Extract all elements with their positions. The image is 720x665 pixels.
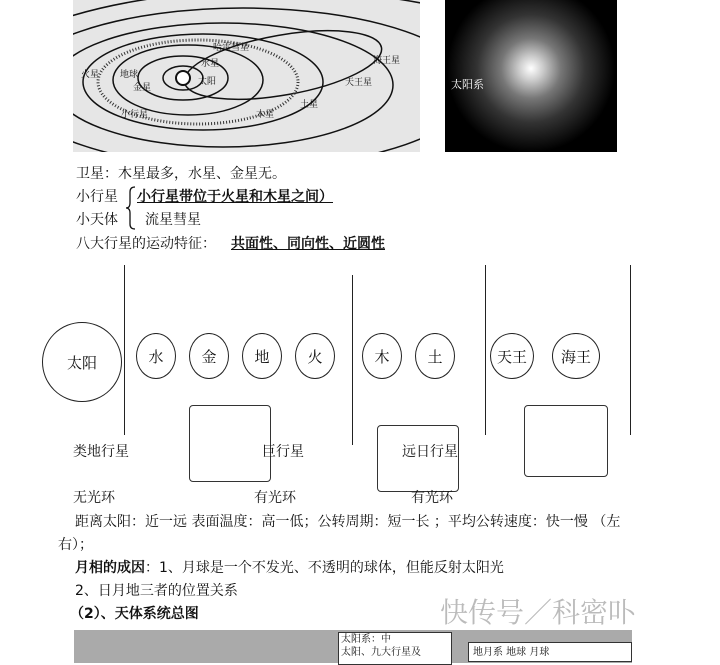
label-halley: 哈雷彗星 <box>213 43 250 53</box>
label-neptune: 海王星 <box>373 56 401 66</box>
label-mars: 火星 <box>81 70 100 80</box>
galaxy-label: 太阳系 <box>451 78 484 91</box>
brace <box>125 186 137 230</box>
sun-circle: 太阳 <box>42 322 122 402</box>
solar-system-orbit-diagram <box>73 0 420 152</box>
planet-mars: 火 <box>295 333 335 379</box>
scroll-shape <box>189 405 271 482</box>
small-body-prefix: 小天体 <box>76 212 118 228</box>
planet-uranus: 天王 <box>490 333 534 379</box>
label-mercury: 水星 <box>201 59 220 69</box>
earth-moon-box: 地月系 地球 月球 <box>468 642 632 662</box>
section-title: （2）、天体系统总图 <box>70 606 199 622</box>
planet-saturn: 土 <box>415 333 455 379</box>
scroll-shape <box>524 405 608 477</box>
celestial-system-chart <box>74 630 632 663</box>
planet-neptune: 海王 <box>552 333 600 379</box>
planet-jupiter: 木 <box>362 333 402 379</box>
ring-none: 无光环 <box>73 490 115 506</box>
ring-giant: 有光环 <box>254 490 296 506</box>
label-earth: 地球 <box>120 70 139 80</box>
moon-text: ：1、月球是一个不发光、不透明的球体，但能反射太阳光 <box>145 560 504 576</box>
label-asteroid: 小行星 <box>121 110 149 120</box>
divider <box>124 265 125 435</box>
divider <box>352 275 353 445</box>
label-uranus: 天王星 <box>345 78 373 88</box>
box-line2: 太阳、九大行星及 <box>341 647 421 658</box>
trend-line: 距离太阳：近一远 表面温度：高一低；公转周期：短一长 ；平均公转速度：快一慢 （左 <box>75 514 621 530</box>
moon-label: 月相的成因 <box>75 560 145 576</box>
motion-prefix: 八大行星的运动特征： <box>76 236 216 252</box>
watermark: 快传号／科密卟 <box>440 596 637 629</box>
divider <box>485 265 486 435</box>
asteroid-prefix: 小行星 <box>76 189 118 205</box>
group-far: 远日行星 <box>402 444 458 460</box>
group-giant: 巨行星 <box>262 444 304 460</box>
group-terrestrial: 类地行星 <box>73 444 129 460</box>
satellite-line: 卫星：木星最多，水星、金星无。 <box>76 166 286 182</box>
box-line1: 太阳系：中 <box>341 634 391 645</box>
galaxy-image <box>445 0 617 152</box>
label-sun: 太阳 <box>198 77 217 87</box>
label-jupiter: 木星 <box>256 110 275 120</box>
motion-text: 共面性、同向性、近圆性 <box>231 236 385 252</box>
label-venus: 金星 <box>133 83 152 93</box>
trend-line-cont: 右）； <box>58 537 93 553</box>
asteroid-text: 小行星带位于火星和木星之间） <box>137 189 333 205</box>
divider <box>630 265 631 435</box>
planet-earth: 地 <box>242 333 282 379</box>
ring-far: 有光环 <box>411 490 453 506</box>
planet-mercury: 水 <box>136 333 176 379</box>
moon-text2: 2、日月地三者的位置关系 <box>75 583 238 599</box>
small-body-text: 流星彗星 <box>145 212 201 228</box>
planet-venus: 金 <box>189 333 229 379</box>
label-saturn: 土星 <box>300 100 319 110</box>
